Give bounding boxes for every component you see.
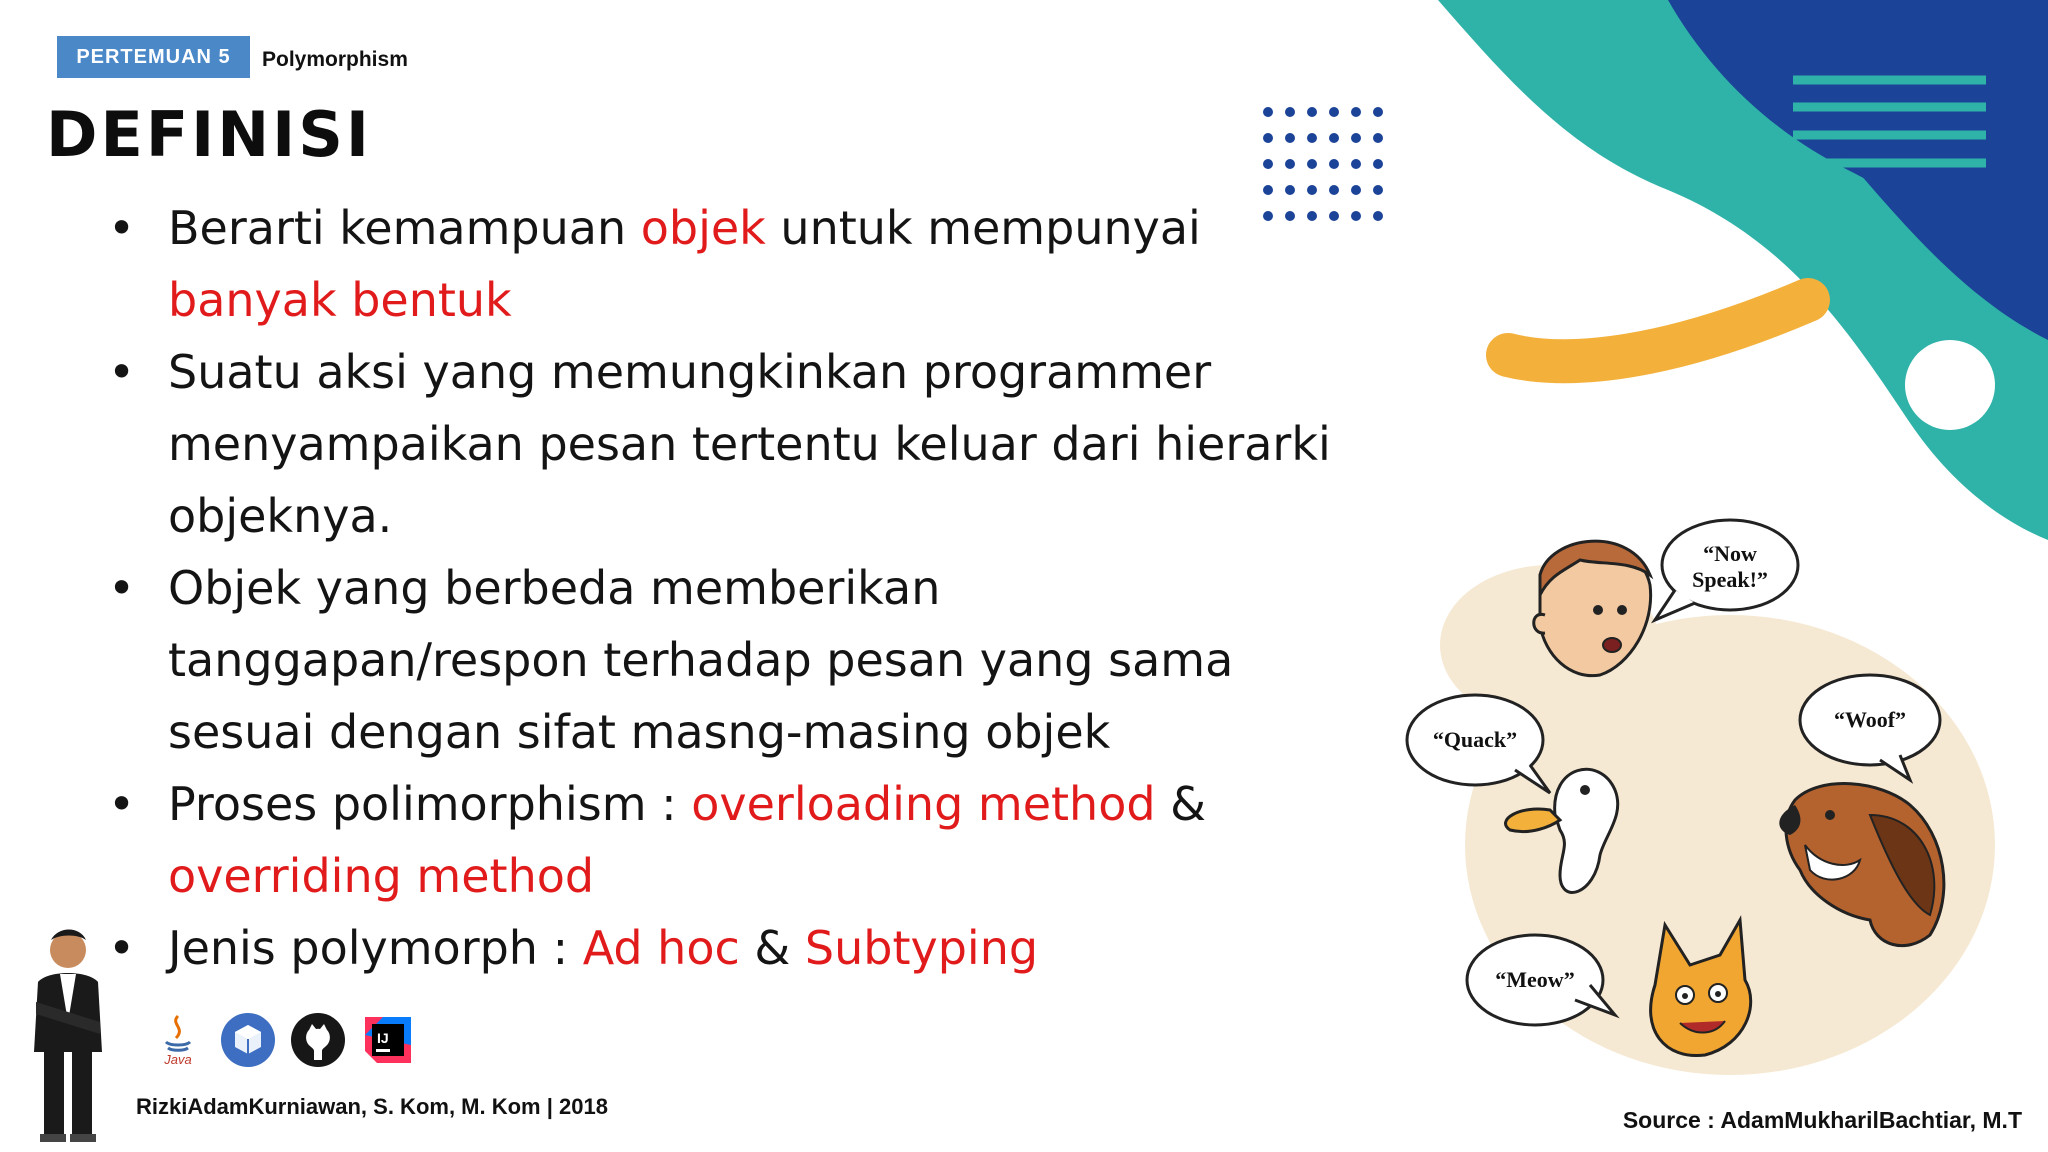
text-run: objeknya.	[168, 489, 393, 543]
intellij-icon	[360, 1012, 416, 1068]
speech-bubble-man	[1655, 520, 1798, 620]
text-run: Suatu aksi yang memungkinkan programmer	[168, 345, 1212, 399]
decorative-dot	[1263, 107, 1273, 117]
decorative-dot	[1263, 159, 1273, 169]
session-badge: PERTEMUAN 5	[57, 36, 250, 78]
bullet-line	[168, 768, 1408, 840]
bullet-line	[168, 192, 1408, 264]
bubble-text: “Quack”	[1432, 727, 1518, 752]
decorative-dot	[1329, 159, 1339, 169]
intellij-label: IJ	[377, 1030, 389, 1046]
decorative-dot	[1329, 133, 1339, 143]
text-run: Berarti kemampuan	[168, 201, 641, 255]
author-credit: RizkiAdamKurniawan, S. Kom, M. Kom | 2018	[136, 1094, 608, 1119]
bullet-line	[168, 912, 1408, 984]
highlight-run: objek	[640, 201, 766, 255]
bullet-dot: •	[108, 345, 136, 399]
text-run: &	[739, 921, 805, 975]
bullet-line	[168, 552, 1408, 624]
bullet-item	[108, 336, 1408, 552]
bullet-item	[108, 768, 1408, 912]
bullet-line	[168, 696, 1408, 768]
bullet-item	[108, 912, 1408, 984]
highlight-run: overriding method	[168, 849, 595, 903]
text-run: Jenis polymorph :	[168, 921, 583, 975]
decorative-dot	[1373, 133, 1383, 143]
decorative-dot	[1351, 133, 1361, 143]
definition-list	[108, 192, 1408, 984]
bullet-line	[168, 264, 1408, 336]
text-run: Objek yang berbeda memberikan	[168, 561, 941, 615]
text-run: &	[1155, 777, 1207, 831]
bullet-line	[168, 480, 1408, 552]
session-topic: Polymorphism	[262, 48, 408, 71]
bullet-item	[108, 552, 1408, 768]
decorative-dot	[1351, 159, 1361, 169]
bubble-text: Speak!”	[1692, 567, 1768, 592]
text-run: menyampaikan pesan tertentu keluar dari hierarki	[168, 417, 1331, 471]
bullet-line	[168, 840, 1408, 912]
decorative-dot	[1285, 133, 1295, 143]
decorative-dot	[1285, 159, 1295, 169]
bullet-dot: •	[108, 921, 136, 975]
slide-title: DEFINISI	[46, 98, 372, 171]
text-run: Proses polimorphism :	[168, 777, 692, 831]
author-figure	[18, 922, 118, 1144]
text-run: untuk mempunyai	[765, 201, 1201, 255]
decorative-dot	[1373, 159, 1383, 169]
decorative-dot	[1263, 133, 1273, 143]
bullet-dot: •	[108, 201, 136, 255]
decorative-dot	[1307, 159, 1317, 169]
decorative-dot	[1351, 107, 1361, 117]
tool-icons	[150, 1012, 416, 1068]
bullet-line	[168, 624, 1408, 696]
decorative-dot	[1307, 107, 1317, 117]
bullet-item	[108, 192, 1408, 336]
highlight-run: Subtyping	[804, 921, 1039, 975]
bubble-text: “Woof”	[1833, 707, 1907, 732]
text-run: sesuai dengan sifat masng-masing objek	[168, 705, 1111, 759]
java-icon	[150, 1012, 206, 1068]
bullet-dot: •	[108, 561, 136, 615]
decorative-dot	[1285, 107, 1295, 117]
text-run: tanggapan/respon terhadap pesan yang sama	[168, 633, 1234, 687]
decorative-dot	[1329, 107, 1339, 117]
source-credit: Source : AdamMukharilBachtiar, M.T	[1622, 1107, 2022, 1133]
highlight-run: overloading method	[691, 777, 1156, 831]
highlight-run: Ad hoc	[582, 921, 740, 975]
bubble-text: “Now	[1703, 541, 1757, 566]
bubble-text: “Meow”	[1495, 967, 1575, 992]
bullet-line	[168, 408, 1408, 480]
java-label: Java	[164, 1052, 192, 1067]
highlight-run: banyak bentuk	[168, 273, 512, 327]
decorative-dot	[1373, 107, 1383, 117]
bullet-line	[168, 336, 1408, 408]
github-icon	[290, 1012, 346, 1068]
decorative-dot	[1307, 133, 1317, 143]
bullet-dot: •	[108, 777, 136, 831]
cube-icon	[220, 1012, 276, 1068]
polymorphism-illustration	[1400, 515, 2000, 1085]
